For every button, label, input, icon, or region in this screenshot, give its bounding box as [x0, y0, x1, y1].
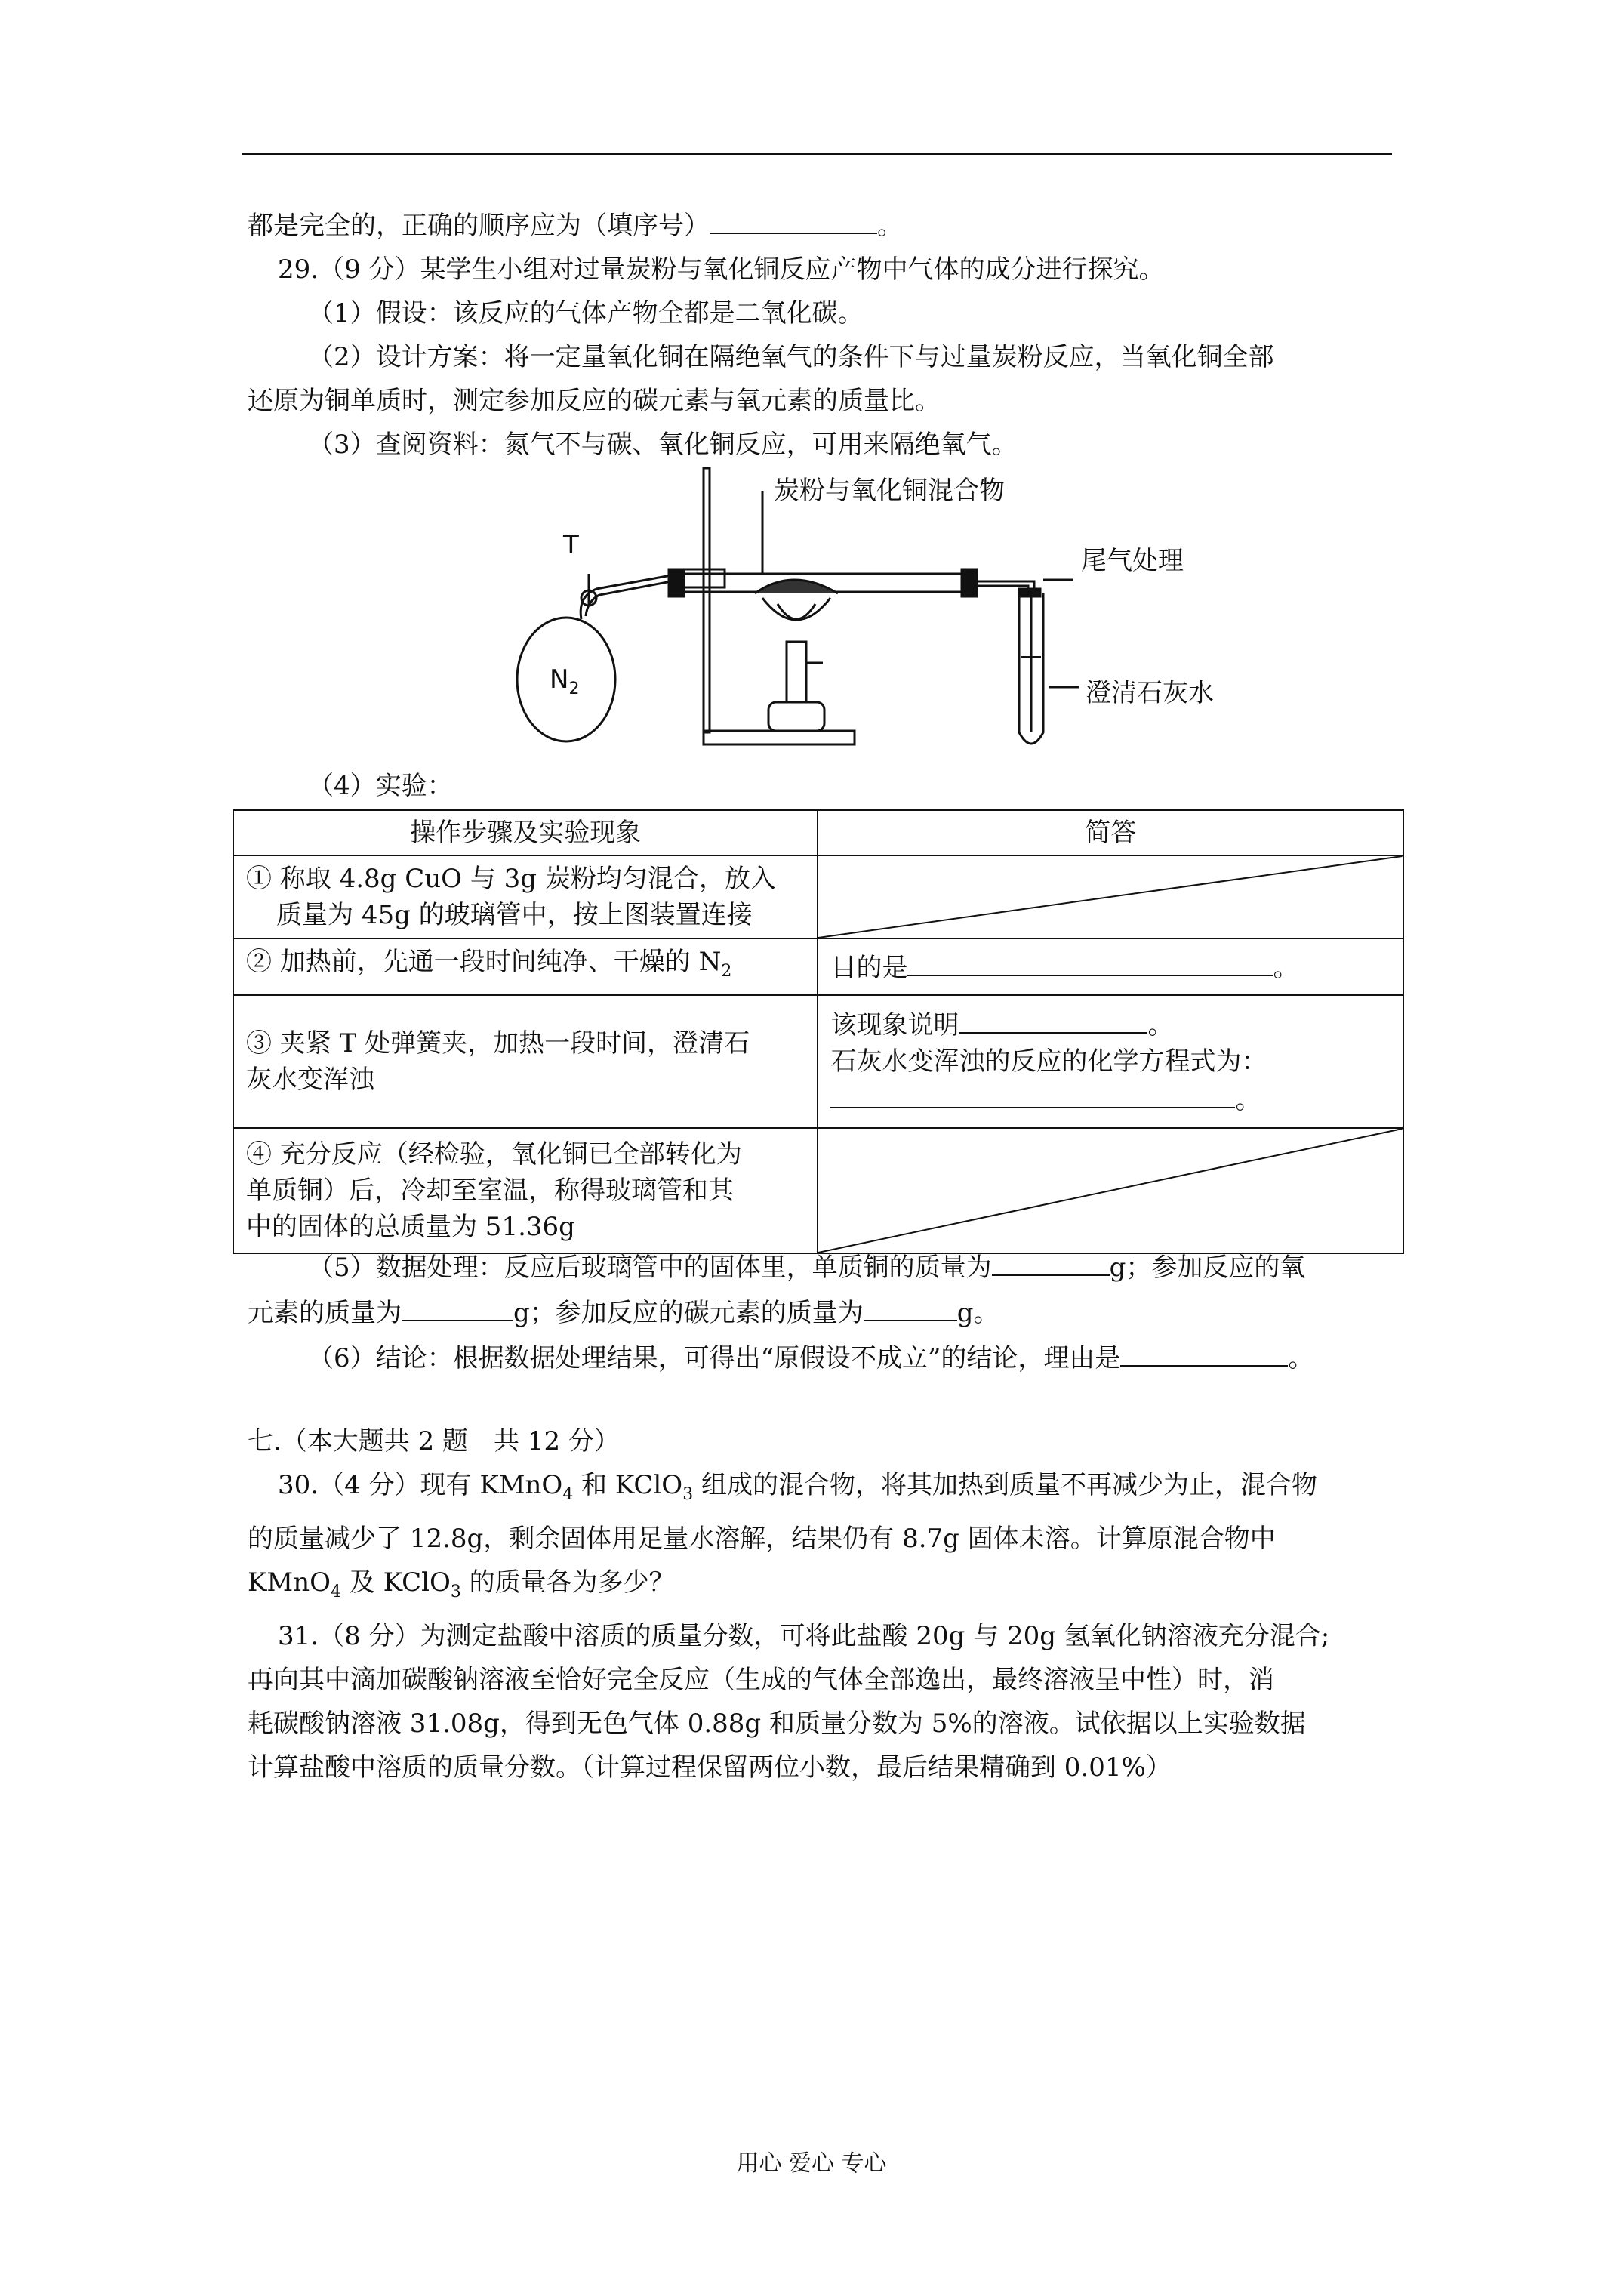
- table-row: [233, 1128, 1403, 1253]
- q29-step1: （1）假设：该反应的气体产物全都是二氧化碳。: [308, 298, 864, 328]
- answer-blank[interactable]: [959, 1005, 1147, 1034]
- answer-blank[interactable]: [710, 202, 877, 234]
- label-n2: $N_2$: [550, 664, 580, 698]
- label-mixture: 炭粉与氧化铜混合物: [774, 476, 1005, 506]
- header-rule: [242, 153, 1392, 155]
- header-answers: 简答: [818, 810, 1403, 855]
- apparatus-diagram: [506, 461, 1214, 755]
- label-tail-gas: 尾气处理: [1081, 546, 1184, 576]
- answer-blank[interactable]: [864, 1290, 957, 1321]
- top-fragment: 都是完全的，正确的顺序应为（填序号） 。: [248, 202, 1425, 248]
- header-steps: 操作步骤及实验现象: [233, 810, 818, 855]
- q29-data-processing-block: [248, 1244, 1425, 1380]
- q29-step5-line1: （5）数据处理：反应后玻璃管中的固体里，单质铜的质量为 g；参加反应的氧: [248, 1244, 1425, 1290]
- stand-base: [704, 731, 855, 744]
- q30-line1: 30.（4 分）现有 KMnO$_4$ 和 KClO$_3$ 组成的混合物，将其加热到质量不再减少为止，混合物: [278, 1470, 1317, 1504]
- table-row: [233, 995, 1403, 1128]
- q31-line4: 计算盐酸中溶质的质量分数。（计算过程保留两位小数，最后结果精确到 0.01%）: [248, 1752, 1172, 1783]
- answer-blank[interactable]: [992, 1244, 1110, 1276]
- q29-step3: （3）查阅资料：氮气不与碳、氧化铜反应，可用来隔绝氧气。: [308, 430, 1018, 460]
- experiment-table: [233, 809, 1404, 1254]
- step-cell: ① 称取 4.8g CuO 与 3g 炭粉均匀混合，放入 质量为 45g 的玻璃管中，按上图装置连接: [233, 855, 818, 938]
- q31-line2: 再向其中滴加碳酸钠溶液至恰好完全反应（生成的气体全部逸出，最终溶液呈中性）时，消: [248, 1664, 1274, 1695]
- answer-cell: 目的是 。: [818, 938, 1403, 995]
- table-header-row: [233, 810, 1403, 855]
- answer-blank[interactable]: [1120, 1335, 1288, 1367]
- q29-step6: （6）结论：根据数据处理结果，可得出“原假设不成立”的结论，理由是 。: [248, 1335, 1425, 1380]
- crossed-out-cell: [818, 1128, 1403, 1253]
- label-clamp-t: T: [563, 530, 579, 560]
- section7-title: 七.（本大题共 2 题 共 12 分）: [248, 1426, 620, 1456]
- q29-step2-line1: （2）设计方案：将一定量氧化铜在隔绝氧气的条件下与过量炭粉反应，当氧化铜全部: [308, 342, 1274, 372]
- answer-blank[interactable]: [830, 1080, 1235, 1108]
- stand-rod: [704, 468, 710, 732]
- burner-flame: [762, 598, 830, 620]
- crossed-out-cell: [818, 855, 1403, 938]
- step-cell: ③ 夹紧 T 处弹簧夹，加热一段时间，澄清石 灰水变浑浊: [233, 995, 818, 1128]
- q29-step5-line2: 元素的质量为 g；参加反应的碳元素的质量为 g。: [248, 1290, 1425, 1335]
- section7-block: [248, 1419, 1425, 1789]
- burner-body: [787, 642, 806, 702]
- q29-step2-line2: 还原为铜单质时，测定参加反应的碳元素与氧元素的质量比。: [248, 386, 941, 416]
- q29-step4: （4）实验：: [308, 771, 453, 801]
- table-row: [233, 938, 1403, 995]
- answer-blank[interactable]: [907, 948, 1273, 976]
- q29-step4-block: [248, 764, 1425, 808]
- page-footer: 用心 爱心 专心: [736, 2150, 887, 2177]
- table-row: [233, 855, 1403, 938]
- step-cell: ② 加热前，先通一段时间纯净、干燥的 $N_2$: [233, 938, 818, 995]
- q31-line1: 31.（8 分）为测定盐酸中溶质的质量分数，可将此盐酸 20g 与 20g 氢氧化钠溶液充分混合;: [278, 1620, 1330, 1651]
- powder-mixture: [755, 580, 838, 593]
- q29-title: 29.（9 分）某学生小组对过量炭粉与氧化铜反应产物中气体的成分进行探究。: [278, 254, 1165, 285]
- q31-line3: 耗碳酸钠溶液 31.08g，得到无色气体 0.88g 和质量分数为 5%的溶液。试依据以上实验数据: [248, 1708, 1306, 1739]
- q29-intro-block: [248, 202, 1425, 467]
- step-cell: ④ 充分反应（经检验，氧化铜已全部转化为 单质铜）后，冷却至室温，称得玻璃管和其 中的固体的总质量为 51.36g: [233, 1128, 818, 1253]
- answer-cell: 该现象说明 。 石灰水变浑浊的反应的化学方程式为： 。: [818, 995, 1403, 1128]
- label-limewater: 澄清石灰水: [1086, 678, 1214, 708]
- q30-line2: 的质量减少了 12.8g，剩余固体用足量水溶解，结果仍有 8.7g 固体未溶。计算原混合物中: [248, 1523, 1276, 1554]
- answer-blank[interactable]: [402, 1290, 513, 1321]
- q30-line3: KMnO$_4$ 及 KClO$_3$ 的质量各为多少？: [248, 1567, 675, 1601]
